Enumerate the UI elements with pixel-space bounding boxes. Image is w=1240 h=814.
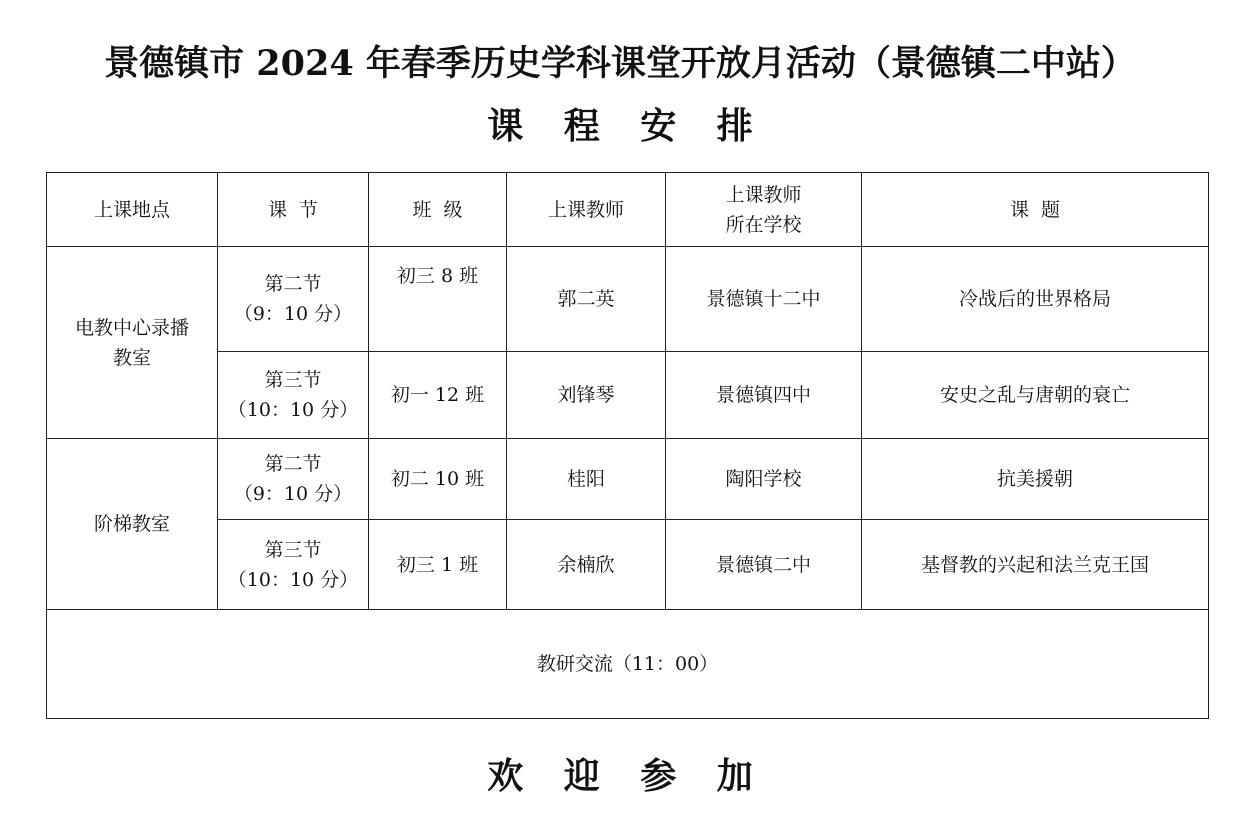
header-class: 班 级 [369,173,507,247]
school-cell: 景德镇十二中 [666,247,862,352]
period-cell [218,352,369,439]
document-title: 景德镇市 2024 年春季历史学科课堂开放月活动（景德镇二中站） [104,43,1136,84]
table-header-row [47,173,1209,247]
document-subtitle: 课 程 安 排 [487,105,767,147]
school-cell: 景德镇四中 [666,352,862,439]
topic-cell: 抗美援朝 [862,439,1209,520]
header-topic: 课 题 [862,173,1209,247]
header-teacher: 上课教师 [507,173,666,247]
topic-cell: 安史之乱与唐朝的衰亡 [862,352,1209,439]
school-cell: 景德镇二中 [666,520,862,610]
location-line1: 阶梯教室 [93,513,170,535]
period-line1: 第二节 [264,453,322,475]
table-row [47,520,1209,610]
teacher-cell: 余楠欣 [507,520,666,610]
location-line2: 教室 [112,346,151,369]
header-school [666,173,862,247]
table-row [47,247,1209,352]
period-line2: （9：10 分） [233,303,353,325]
class-cell: 初三 1 班 [369,520,507,610]
topic-cell: 冷战后的世界格局 [862,247,1209,352]
period-line1: 第三节 [264,538,322,561]
period-line2: （10：10 分） [227,399,359,421]
schedule-table [46,172,1209,719]
class-cell: 初三 8 班 [369,247,507,352]
location-cell [47,247,218,439]
table-row [47,439,1209,520]
header-school-line1: 上课教师 [725,183,802,206]
period-cell [218,439,369,520]
class-cell: 初一 12 班 [369,352,507,439]
period-line1: 第二节 [264,273,322,295]
table-row [47,352,1209,439]
header-school-line2: 所在学校 [725,213,802,236]
period-line1: 第三节 [264,369,322,391]
period-line2: （9：10 分） [233,483,353,505]
header-period: 课 节 [218,173,369,247]
school-cell: 陶阳学校 [666,439,862,520]
header-location: 上课地点 [47,173,218,247]
location-cell [47,439,218,610]
teacher-cell: 郭二英 [507,247,666,352]
welcome-text: 欢 迎 参 加 [487,755,767,797]
topic-cell: 基督教的兴起和法兰克王国 [862,520,1209,610]
teacher-cell: 刘锋琴 [507,352,666,439]
period-line2: （10：10 分） [227,568,359,591]
period-cell [218,520,369,610]
teacher-cell: 桂阳 [507,439,666,520]
table-footer-row [47,610,1209,719]
period-cell [218,247,369,352]
class-cell: 初二 10 班 [369,439,507,520]
location-line1: 电教中心录播 [74,316,189,339]
footer-cell: 教研交流（11：00） [47,610,1209,719]
